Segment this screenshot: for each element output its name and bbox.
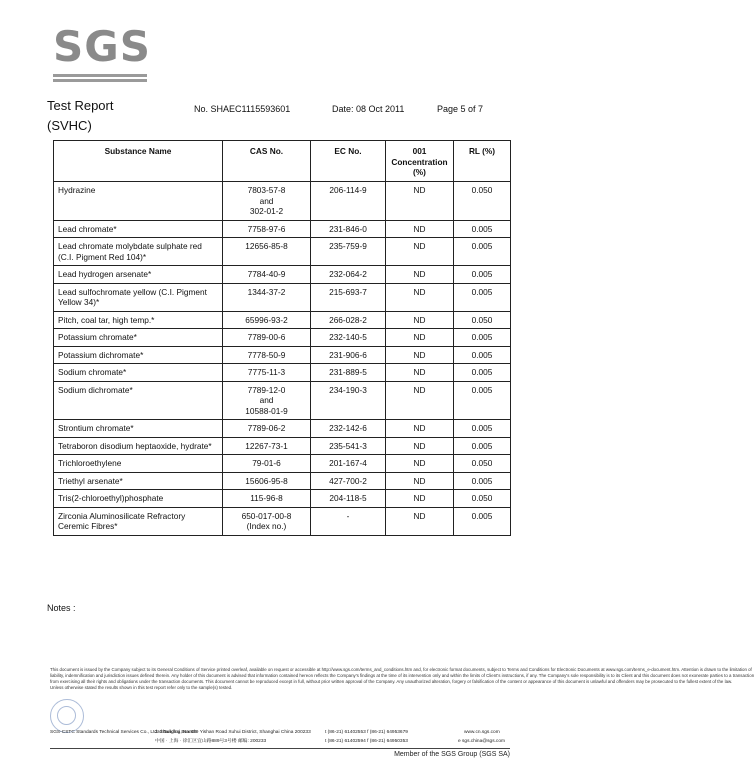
cell-rl: 0.005 (454, 346, 511, 364)
table-row (54, 238, 511, 266)
cell-rl: 0.005 (454, 437, 511, 455)
cell-cas-no: 7789-00-6 (223, 329, 311, 347)
cell-cas-no: 12656-85-8 (223, 238, 311, 266)
cell-ec-no: 201-167-4 (311, 455, 386, 473)
cell-cas-no: 79-01-6 (223, 455, 311, 473)
cell-ec-no: 215-693-7 (311, 283, 386, 311)
cell-substance-name: Trichloroethylene (54, 455, 223, 473)
cell-ec-no: 234-190-3 (311, 381, 386, 420)
cell-ec-no: 427-700-2 (311, 472, 386, 490)
table-row (54, 266, 511, 284)
fine-print-line: This document is issued by the Company subject to its General Conditions of Service printed overleaf, available on request or accessible at http://www.sgs.com/terms_and_conditions.htm and, for electronic format documents, subject to Terms and Conditions for Electronic Documents at www.sgs.com/terms_e-document.htm. Attention is drawn to the limitation of (50, 667, 752, 672)
table-row (54, 490, 511, 508)
cell-rl: 0.050 (454, 455, 511, 473)
footer-tel-1: t (86-21) 61402553 f (86-21) 64953679 (325, 730, 408, 735)
cell-substance-name: Lead hydrogen arsenate* (54, 266, 223, 284)
footer-rule (50, 748, 510, 749)
footer-address-cn: 中国 · 上海 · 徐汇区宜山路889号3号楼 邮编: 200233 (155, 739, 267, 744)
cell-concentration: ND (386, 490, 454, 508)
cell-rl: 0.005 (454, 266, 511, 284)
cell-cas-no: 1344-37-2 (223, 283, 311, 311)
cell-substance-name: Pitch, coal tar, high temp.* (54, 311, 223, 329)
notes-label: Notes : (47, 603, 76, 613)
table-row (54, 437, 511, 455)
cell-ec-no: 232-142-6 (311, 420, 386, 438)
cell-rl: 0.005 (454, 329, 511, 347)
cell-concentration: ND (386, 437, 454, 455)
cell-substance-name: Potassium dichromate* (54, 346, 223, 364)
cell-concentration: ND (386, 238, 454, 266)
cell-substance-name: Zirconia Aluminosilicate Refractory Ceremic Fibres* (54, 507, 223, 535)
cell-concentration: ND (386, 420, 454, 438)
cell-cas-no: 7775-11-3 (223, 364, 311, 382)
cell-concentration: ND (386, 329, 454, 347)
table-row (54, 455, 511, 473)
cell-ec-no: 232-140-5 (311, 329, 386, 347)
table-row (54, 283, 511, 311)
cell-concentration: ND (386, 472, 454, 490)
cell-cas-no: 7758-97-6 (223, 220, 311, 238)
footer-tel-2: t (86-21) 61402594 f (86-21) 64950353 (325, 739, 408, 744)
cell-concentration: ND (386, 364, 454, 382)
cell-substance-name: Tetraboron disodium heptaoxide, hydrate* (54, 437, 223, 455)
cell-cas-no: 7778-50-9 (223, 346, 311, 364)
fine-print (50, 667, 754, 691)
cell-rl: 0.005 (454, 420, 511, 438)
cell-substance-name: Triethyl arsenate* (54, 472, 223, 490)
fine-print-line: Unless otherwise stated the results shown in this test report refer only to the sample(s) tested. (50, 684, 233, 690)
table-row (54, 346, 511, 364)
cell-concentration: ND (386, 311, 454, 329)
report-title: Test Report (47, 98, 114, 113)
footer-company: SGS-CSTC Standards Technical Services Co., Ltd. Shanghai Branch (50, 730, 197, 735)
cell-cas-no: 115-96-8 (223, 490, 311, 508)
cell-substance-name: Lead sulfochromate yellow (C.I. Pigment Yellow 34)* (54, 283, 223, 311)
sgs-logo (53, 20, 151, 80)
cell-substance-name: Hydrazine (54, 182, 223, 221)
cell-cas-no: 12267-73-1 (223, 437, 311, 455)
table-row (54, 364, 511, 382)
cell-rl: 0.005 (454, 472, 511, 490)
cell-rl: 0.005 (454, 283, 511, 311)
cell-substance-name: Lead chromate* (54, 220, 223, 238)
member-note: Member of the SGS Group (SGS SA) (394, 751, 510, 758)
cell-cas-no: 7789-12-0 and 10588-01-9 (223, 381, 311, 420)
table-row (54, 329, 511, 347)
cell-concentration: ND (386, 346, 454, 364)
cell-ec-no: - (311, 507, 386, 535)
header-ec-no: EC No. (311, 141, 386, 182)
cell-cas-no: 7789-06-2 (223, 420, 311, 438)
cell-ec-no: 231-846-0 (311, 220, 386, 238)
cell-ec-no: 235-541-3 (311, 437, 386, 455)
cell-concentration: ND (386, 507, 454, 535)
header-substance-name: Substance Name (54, 141, 223, 182)
table-row (54, 220, 511, 238)
cell-concentration: ND (386, 455, 454, 473)
page-indicator: Page 5 of 7 (437, 104, 484, 114)
cell-concentration: ND (386, 381, 454, 420)
cell-concentration: ND (386, 182, 454, 221)
report-date: Date: 08 Oct 2011 (332, 104, 405, 114)
table-row (54, 381, 511, 420)
cell-substance-name: Tris(2-chloroethyl)phosphate (54, 490, 223, 508)
cell-ec-no: 231-889-5 (311, 364, 386, 382)
table-row (54, 472, 511, 490)
cell-rl: 0.005 (454, 507, 511, 535)
cell-rl: 0.050 (454, 490, 511, 508)
cell-rl: 0.050 (454, 311, 511, 329)
footer-email: e sgs.china@sgs.com (458, 739, 505, 744)
cell-substance-name: Lead chromate molybdate sulphate red (C.I. Pigment Red 104)* (54, 238, 223, 266)
cell-ec-no: 266-028-2 (311, 311, 386, 329)
cell-cas-no: 650-017-00-8 (Index no.) (223, 507, 311, 535)
fine-print-line: liability, indemnification and jurisdiction issues defined therein. Any holder of this document is advised that information contained hereon reflects the Company's findings at the time of its intervention only and within the limits of Client's instructions, if any. The Company's sole responsibility is to its Client and this document does not exonerate parties to a transaction (50, 672, 754, 678)
footer-web: www.cn.sgs.com (464, 730, 500, 735)
report-subtitle: (SVHC) (47, 118, 92, 133)
fine-print-line: from exercising all their rights and obligations under the transaction documents. This document cannot be reproduced except in full, without prior written approval of the Company. Any unauthorized alteration, forgery or falsification of the content or appearance of this document is unlawful and offenders may be prosecuted to the fullest extent of the law. (50, 678, 733, 684)
report-number: No. SHAEC1115593601 (194, 104, 291, 114)
table-row (54, 507, 511, 535)
cell-ec-no: 232-064-2 (311, 266, 386, 284)
substance-table (53, 140, 511, 536)
cell-substance-name: Strontium chromate* (54, 420, 223, 438)
sgs-logo-text: SGS (53, 22, 151, 71)
table-row (54, 420, 511, 438)
table-row (54, 311, 511, 329)
cell-substance-name: Potassium chromate* (54, 329, 223, 347)
cell-rl: 0.005 (454, 238, 511, 266)
cell-ec-no: 204-118-5 (311, 490, 386, 508)
header-concentration: 001 Concentration (%) (386, 141, 454, 182)
cell-cas-no: 7803-57-8 and 302-01-2 (223, 182, 311, 221)
logo-rule-bottom (53, 79, 147, 82)
logo-rule-top (53, 74, 147, 77)
cell-rl: 0.050 (454, 182, 511, 221)
footer-address-en: 3rd Building, No.889 Yishan Road Xuhui District, Shanghai China 200233 (155, 730, 311, 735)
table-header-row (54, 141, 511, 182)
cell-cas-no: 65996-93-2 (223, 311, 311, 329)
header-rl: RL (%) (454, 141, 511, 182)
cell-substance-name: Sodium chromate* (54, 364, 223, 382)
cell-concentration: ND (386, 283, 454, 311)
cell-concentration: ND (386, 220, 454, 238)
cell-rl: 0.005 (454, 381, 511, 420)
cell-ec-no: 235-759-9 (311, 238, 386, 266)
seal-inner-ring (57, 706, 76, 725)
header-cas-no: CAS No. (223, 141, 311, 182)
cell-concentration: ND (386, 266, 454, 284)
cell-cas-no: 7784-40-9 (223, 266, 311, 284)
cell-substance-name: Sodium dichromate* (54, 381, 223, 420)
cell-cas-no: 15606-95-8 (223, 472, 311, 490)
cell-ec-no: 206-114-9 (311, 182, 386, 221)
cell-rl: 0.005 (454, 364, 511, 382)
table-row (54, 182, 511, 221)
cell-ec-no: 231-906-6 (311, 346, 386, 364)
cell-rl: 0.005 (454, 220, 511, 238)
